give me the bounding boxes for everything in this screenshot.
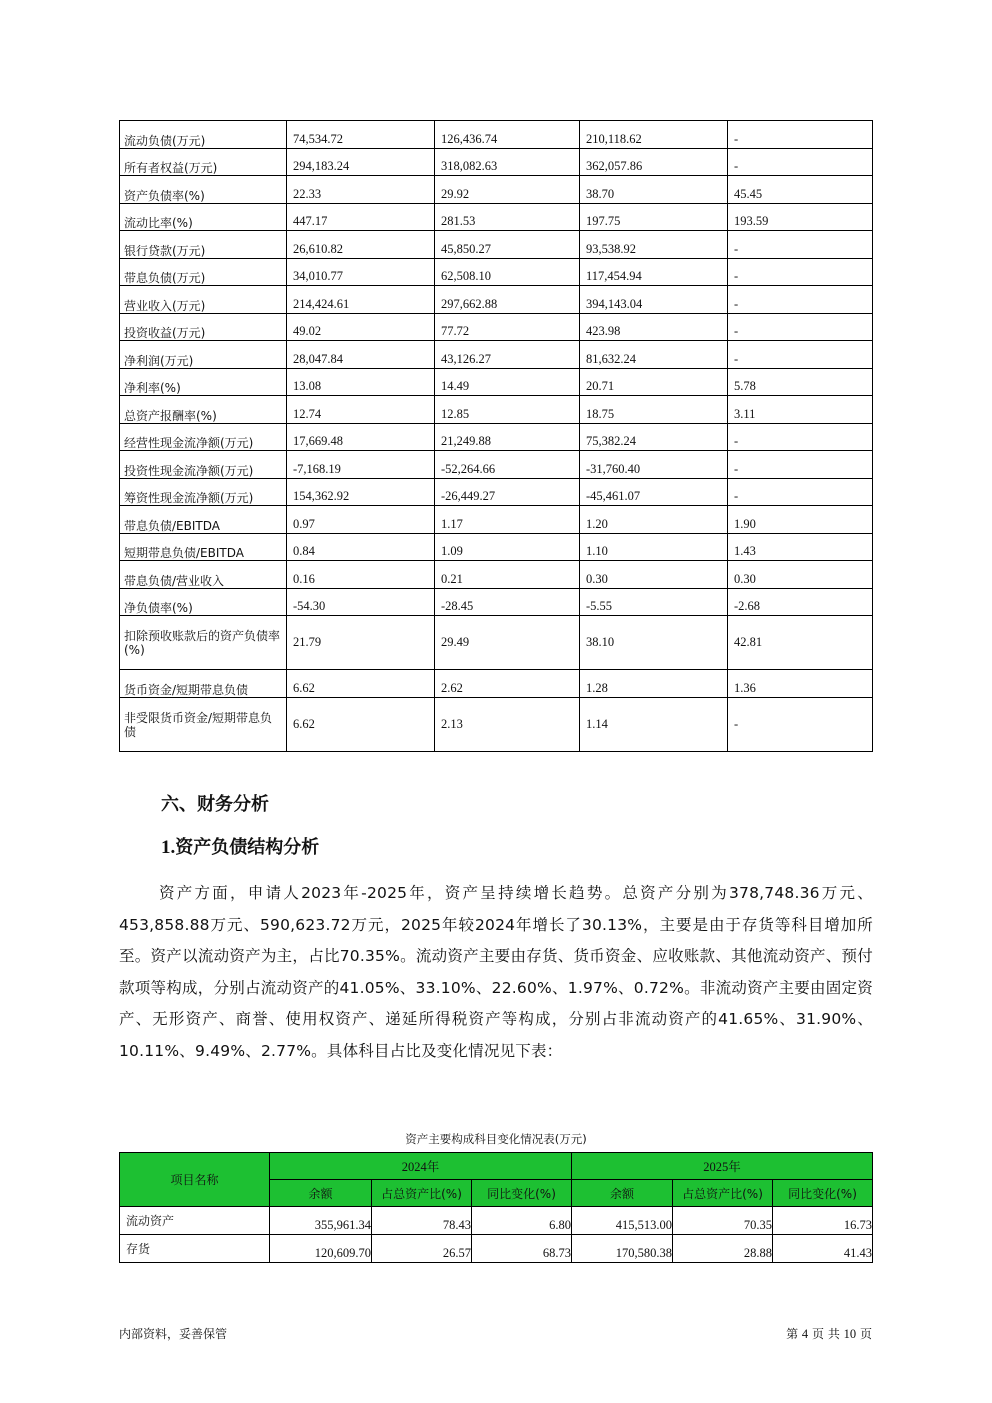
indicator-label: 流动负债(万元)	[120, 121, 287, 149]
page-suffix: 页	[859, 1327, 872, 1341]
indicator-value-ref: -	[728, 231, 873, 259]
indicator-value-v2024: 14.49	[435, 368, 580, 396]
indicator-value-v2023: 0.16	[287, 561, 435, 589]
indicator-value-v2024: 45,850.27	[435, 231, 580, 259]
indicator-value-v2023: 17,669.48	[287, 423, 435, 451]
asset-composition-table	[119, 1152, 873, 1263]
asset-value-a_yoy: 6.80	[472, 1207, 572, 1235]
page-mid: 页 共	[812, 1327, 840, 1341]
indicator-value-v2024: 281.53	[435, 203, 580, 231]
indicator-value-ref: 42.81	[728, 616, 873, 670]
indicator-label: 净负债率(%)	[120, 588, 287, 616]
indicator-value-v2023: 22.33	[287, 176, 435, 204]
indicator-label: 流动比率(%)	[120, 203, 287, 231]
asset-table-caption: 资产主要构成科目变化情况表(万元)	[405, 1132, 587, 1146]
indicator-value-v2024: 126,436.74	[435, 121, 580, 149]
indicator-value-ref: 1.36	[728, 670, 873, 698]
indicator-row	[120, 533, 873, 561]
indicator-value-v2023: 0.97	[287, 506, 435, 534]
section-title: 六、财务分析	[161, 794, 269, 815]
financial-indicators-body	[120, 121, 873, 752]
indicator-value-v2025: 197.75	[580, 203, 728, 231]
header-year-2024: 2024年	[270, 1153, 572, 1180]
indicator-value-v2024: 62,508.10	[435, 258, 580, 286]
indicator-label: 净利率(%)	[120, 368, 287, 396]
asset-value-b_share: 28.88	[673, 1235, 773, 1263]
indicator-value-ref: -	[728, 698, 873, 752]
indicator-value-v2023: 294,183.24	[287, 148, 435, 176]
indicator-value-v2024: -26,449.27	[435, 478, 580, 506]
indicator-value-v2024: -52,264.66	[435, 451, 580, 479]
indicator-row	[120, 396, 873, 424]
asset-value-a_balance: 120,609.70	[270, 1235, 372, 1263]
indicator-value-v2024: 297,662.88	[435, 286, 580, 314]
indicator-row	[120, 203, 873, 231]
indicator-value-v2024: 1.09	[435, 533, 580, 561]
indicator-label: 带息负债(万元)	[120, 258, 287, 286]
indicator-value-ref: -	[728, 286, 873, 314]
indicator-value-v2025: 38.10	[580, 616, 728, 670]
indicator-row	[120, 451, 873, 479]
indicator-value-v2024: 12.85	[435, 396, 580, 424]
indicator-value-ref: 45.45	[728, 176, 873, 204]
indicator-label: 银行贷款(万元)	[120, 231, 287, 259]
indicator-row	[120, 286, 873, 314]
header-share-2025: 占总资产比(%)	[673, 1180, 773, 1207]
indicator-value-ref: 193.59	[728, 203, 873, 231]
indicator-value-v2023: 12.74	[287, 396, 435, 424]
indicator-value-ref: -	[728, 423, 873, 451]
indicator-value-v2024: 1.17	[435, 506, 580, 534]
page-total: 10	[843, 1327, 857, 1341]
indicator-value-v2025: 394,143.04	[580, 286, 728, 314]
indicator-value-v2023: 0.84	[287, 533, 435, 561]
header-balance-2025: 余额	[572, 1180, 673, 1207]
indicator-row	[120, 368, 873, 396]
indicator-value-v2025: 38.70	[580, 176, 728, 204]
indicator-row	[120, 588, 873, 616]
indicator-value-v2025: 117,454.94	[580, 258, 728, 286]
indicator-value-v2023: 49.02	[287, 313, 435, 341]
asset-row	[120, 1207, 873, 1235]
indicator-value-v2023: -7,168.19	[287, 451, 435, 479]
indicator-value-v2025: 1.20	[580, 506, 728, 534]
indicator-value-v2023: 21.79	[287, 616, 435, 670]
indicator-value-v2025: 210,118.62	[580, 121, 728, 149]
indicator-value-v2025: 75,382.24	[580, 423, 728, 451]
indicator-label: 带息负债/营业收入	[120, 561, 287, 589]
indicator-row	[120, 121, 873, 149]
indicator-value-v2023: -54.30	[287, 588, 435, 616]
indicator-label: 扣除预收账款后的资产负债率(%)	[120, 616, 287, 670]
indicator-label: 总资产报酬率(%)	[120, 396, 287, 424]
indicator-row	[120, 176, 873, 204]
asset-value-b_balance: 170,580.38	[572, 1235, 673, 1263]
indicator-row	[120, 561, 873, 589]
asset-value-b_balance: 415,513.00	[572, 1207, 673, 1235]
subsection-title	[161, 833, 319, 859]
indicator-value-v2024: 2.13	[435, 698, 580, 752]
indicator-row	[120, 148, 873, 176]
indicator-label: 投资性现金流净额(万元)	[120, 451, 287, 479]
indicator-value-ref: -2.68	[728, 588, 873, 616]
indicator-value-v2024: 2.62	[435, 670, 580, 698]
asset-value-b_yoy: 16.73	[773, 1207, 873, 1235]
indicator-value-v2024: 77.72	[435, 313, 580, 341]
indicator-label: 非受限货币资金/短期带息负债	[120, 698, 287, 752]
indicator-label: 短期带息负债/EBITDA	[120, 533, 287, 561]
header-balance-2024: 余额	[270, 1180, 372, 1207]
indicator-value-v2025: 1.28	[580, 670, 728, 698]
asset-row-label: 流动资产	[120, 1207, 270, 1235]
indicator-value-v2024: 21,249.88	[435, 423, 580, 451]
indicator-value-v2024: 0.21	[435, 561, 580, 589]
indicator-row	[120, 478, 873, 506]
indicator-value-v2025: -31,760.40	[580, 451, 728, 479]
indicator-value-v2025: -45,461.07	[580, 478, 728, 506]
indicator-value-ref: -	[728, 258, 873, 286]
asset-analysis-paragraph: 资产方面，申请人2023年-2025年，资产呈持续增长趋势。总资产分别为378,748.36万元、453,858.88万元、590,623.72万元，2025年较2024年增长了30.13%，主要是由于存货等科目增加所至。资产以流动资产为主，占比70.35%。流动资产主要由存货、货币资金、应收账款、其他流动资产、预付款项等构成，分别占流动资产的41.05%、33.10%、22.60%、1.97%、0.72%。非流动资产主要由固定资产、无形资产、商誉、使用权资产、递延所得税资产等构成，分别占非流动资产的41.65%、31.90%、10.11%、9.49%、2.77%。具体科目占比及变化情况见下表：	[119, 884, 873, 1060]
indicator-label: 经营性现金流净额(万元)	[120, 423, 287, 451]
indicator-value-v2024: 29.49	[435, 616, 580, 670]
header-yoy-2024: 同比变化(%)	[472, 1180, 572, 1207]
indicator-value-ref: 1.43	[728, 533, 873, 561]
indicator-value-v2023: 34,010.77	[287, 258, 435, 286]
indicator-row	[120, 698, 873, 752]
indicator-label: 筹资性现金流净额(万元)	[120, 478, 287, 506]
header-year-2025: 2025年	[572, 1153, 873, 1180]
indicator-value-v2025: 362,057.86	[580, 148, 728, 176]
indicator-value-v2023: 13.08	[287, 368, 435, 396]
header-yoy-2025: 同比变化(%)	[773, 1180, 873, 1207]
indicator-value-v2024: 43,126.27	[435, 341, 580, 369]
indicator-value-ref: -	[728, 313, 873, 341]
indicator-label: 带息负债/EBITDA	[120, 506, 287, 534]
page-current: 4	[801, 1327, 809, 1341]
asset-value-a_yoy: 68.73	[472, 1235, 572, 1263]
indicator-value-v2025: 1.14	[580, 698, 728, 752]
indicator-row	[120, 231, 873, 259]
indicator-value-ref: 0.30	[728, 561, 873, 589]
indicator-label: 所有者权益(万元)	[120, 148, 287, 176]
footer-confidential-note: 内部资料，妥善保管	[119, 1327, 228, 1341]
indicator-value-v2024: -28.45	[435, 588, 580, 616]
header-share-2024: 占总资产比(%)	[372, 1180, 472, 1207]
indicator-label: 净利润(万元)	[120, 341, 287, 369]
indicator-value-v2023: 154,362.92	[287, 478, 435, 506]
indicator-value-v2025: 81,632.24	[580, 341, 728, 369]
indicator-label: 资产负债率(%)	[120, 176, 287, 204]
indicator-value-ref: 3.11	[728, 396, 873, 424]
indicator-value-ref: 1.90	[728, 506, 873, 534]
indicator-row	[120, 258, 873, 286]
asset-table-body	[120, 1207, 873, 1263]
asset-table-header-row	[120, 1153, 873, 1180]
indicator-value-ref: 5.78	[728, 368, 873, 396]
indicator-value-v2025: 93,538.92	[580, 231, 728, 259]
indicator-value-v2025: -5.55	[580, 588, 728, 616]
indicator-value-ref: -	[728, 478, 873, 506]
indicator-value-v2025: 423.98	[580, 313, 728, 341]
asset-row-label: 存货	[120, 1235, 270, 1263]
asset-value-b_yoy: 41.43	[773, 1235, 873, 1263]
indicator-row	[120, 341, 873, 369]
indicator-value-v2024: 318,082.63	[435, 148, 580, 176]
indicator-value-v2025: 0.30	[580, 561, 728, 589]
indicator-row	[120, 670, 873, 698]
financial-indicators-table	[119, 120, 873, 752]
indicator-value-v2025: 1.10	[580, 533, 728, 561]
indicator-value-v2025: 18.75	[580, 396, 728, 424]
asset-value-b_share: 70.35	[673, 1207, 773, 1235]
indicator-label: 投资收益(万元)	[120, 313, 287, 341]
indicator-value-ref: -	[728, 341, 873, 369]
asset-value-a_share: 26.57	[372, 1235, 472, 1263]
indicator-value-v2023: 28,047.84	[287, 341, 435, 369]
indicator-label: 营业收入(万元)	[120, 286, 287, 314]
indicator-value-ref: -	[728, 148, 873, 176]
asset-value-a_share: 78.43	[372, 1207, 472, 1235]
subsection-text: 资产负债结构分析	[175, 837, 320, 858]
footer-page-number	[786, 1325, 872, 1342]
indicator-value-v2025: 20.71	[580, 368, 728, 396]
indicator-row	[120, 423, 873, 451]
indicator-label: 货币资金/短期带息负债	[120, 670, 287, 698]
indicator-value-ref: -	[728, 121, 873, 149]
indicator-value-v2023: 447.17	[287, 203, 435, 231]
indicator-value-v2023: 74,534.72	[287, 121, 435, 149]
asset-row	[120, 1235, 873, 1263]
indicator-value-v2023: 6.62	[287, 670, 435, 698]
indicator-value-ref: -	[728, 451, 873, 479]
indicator-value-v2023: 26,610.82	[287, 231, 435, 259]
header-item-name: 项目名称	[120, 1153, 270, 1207]
indicator-value-v2023: 6.62	[287, 698, 435, 752]
indicator-row	[120, 616, 873, 670]
indicator-value-v2024: 29.92	[435, 176, 580, 204]
subsection-number: 1.	[161, 837, 176, 858]
indicator-value-v2023: 214,424.61	[287, 286, 435, 314]
indicator-row	[120, 313, 873, 341]
page-prefix: 第	[786, 1327, 799, 1341]
asset-value-a_balance: 355,961.34	[270, 1207, 372, 1235]
indicator-row	[120, 506, 873, 534]
